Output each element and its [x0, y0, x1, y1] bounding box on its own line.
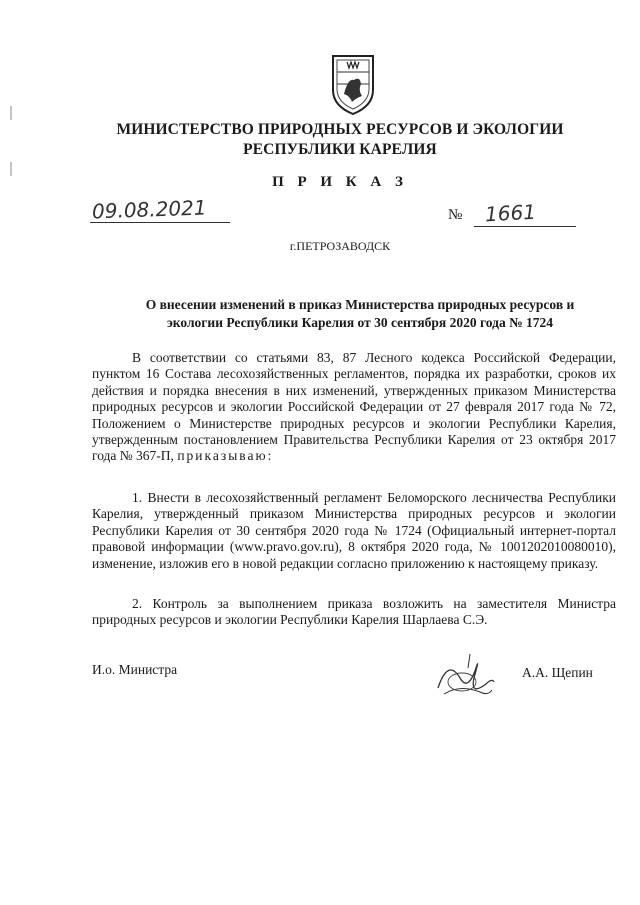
coat-of-arms-icon: [330, 54, 376, 116]
ministry-name-line2: РЕСПУБЛИКИ КАРЕЛИЯ: [243, 141, 437, 158]
clause-2: 2. Контроль за выполнением приказа возложить на заместителя Министра природных ресурсов и экологии Республики Карелия Шарлаева С.Э.: [92, 596, 616, 628]
document-type-title: П Р И К А З: [272, 174, 408, 190]
date-underline: [90, 222, 230, 223]
city-name: г.ПЕТРОЗАВОДСК: [289, 239, 391, 253]
number-underline: [474, 226, 576, 227]
handwritten-signature-icon: [430, 648, 500, 708]
order-date: 09.08.2021: [91, 195, 207, 224]
preamble-text: В соответствии со статьями 83, 87 Лесного кодекса Российской Федерации, пунктом 16 Состава лесохозяйственных регламентов, порядка их разработки, сроков их действия и порядка внесения в них изменений, утвержденных приказом Министерства природных ресурсов и экологии Российской Федерации от 27 февраля 2017 года № 72, Положением о Министерстве природных ресурсов и экологии Республики Карелия, утвержденным постановлением Правительства Республики Карелия от 23 октября 2017 года № 367-П,: [92, 350, 616, 464]
order-directive: приказываю:: [177, 448, 274, 464]
order-number: 1661: [484, 199, 537, 227]
subject-line2: экологии Республики Карелия от 30 сентября 2020 года № 1724: [166, 315, 554, 330]
subject-line1: О внесении изменений в приказ Министерства природных ресурсов и: [145, 297, 575, 312]
clause-1: 1. Внести в лесохозяйственный регламент Беломорского лесничества Республики Карелия, утвержденный приказом Министерства природных ресурсов и экологии Республики Карелия от 30 сентября 2020 года № 1724 (Официальный интернет-портал правовой информации (www.pravo.gov.ru), 8 октября 2020 года, № 1001202010080010), изменение, изложив его в новой редакции согласно приложению к настоящему приказу.: [92, 490, 616, 571]
signatory-name: А.А. Щепин: [522, 665, 593, 680]
order-subject: [100, 296, 620, 332]
order-number-label: №: [448, 207, 463, 223]
margin-mark: [10, 106, 12, 176]
ministry-name-line1: МИНИСТЕРСТВО ПРИРОДНЫХ РЕСУРСОВ И ЭКОЛОГИИ: [116, 121, 564, 138]
signatory-role: И.о. Министра: [92, 662, 178, 677]
preamble-paragraph: [92, 350, 616, 465]
